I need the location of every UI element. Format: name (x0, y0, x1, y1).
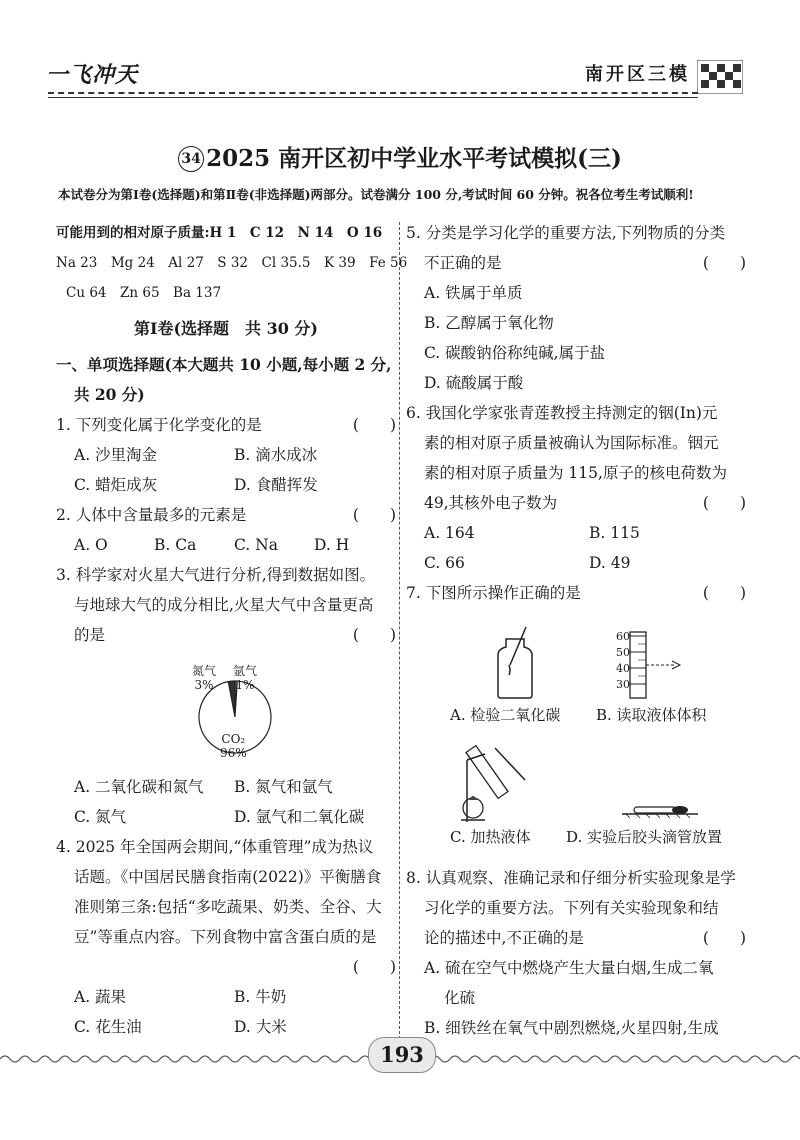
q4-line2: 话题。《中国居民膳食指南(2022)》平衡膳食 (74, 868, 382, 886)
q1-option-b: B. 滴水成冰 (234, 446, 318, 464)
q6-option-a: A. 164 (424, 524, 475, 542)
series-label: 南开区三模 (585, 64, 690, 85)
section-heading: 第Ⅰ卷(选择题 共 30 分) (133, 319, 319, 338)
q3-option-a: A. 二氧化碳和氮气 (74, 778, 204, 796)
q4-option-b: B. 牛奶 (234, 988, 287, 1006)
gas-bottle-test-figure (480, 625, 550, 700)
q8-line3: 论的描述中,不正确的是 ( ) (406, 923, 746, 953)
q1-option-d: D. 食醋挥发 (234, 476, 318, 494)
answer-paren: ( ) (702, 254, 746, 272)
q4-paren-row (56, 952, 396, 982)
answer-paren: ( ) (352, 416, 396, 434)
q1-option-a: A. 沙里淘金 (74, 446, 158, 464)
q2-option-a: A. O (74, 536, 108, 554)
cylinder-scale (610, 629, 630, 693)
q6-option-b: B. 115 (589, 524, 640, 542)
q7-option-b: B. 读取液体体积 (596, 706, 707, 724)
right-column (406, 218, 746, 608)
q7-option-a: A. 检验二氧化碳 (450, 706, 561, 724)
q6-option-d: D. 49 (589, 554, 631, 572)
part-heading-line2: 共 20 分) (74, 385, 145, 404)
answer-paren: ( ) (352, 958, 396, 976)
q5-option-d: D. 硫酸属于酸 (424, 374, 524, 392)
q4-option-a: A. 蔬果 (74, 988, 127, 1006)
title-text: 2025 南开区初中学业水平考试模拟(三) (206, 145, 622, 172)
q3-line1: 3. 科学家对火星大气进行分析,得到数据如图。 (56, 566, 376, 584)
q1-options-row1 (56, 440, 396, 470)
q6-line4: 49,其核外电子数为 ( ) (406, 488, 746, 518)
q3-option-b: B. 氮气和氩气 (234, 778, 333, 796)
q4-option-c: C. 花生油 (74, 1018, 142, 1036)
pie-label-co2-value: 96% (220, 746, 247, 760)
checker-decoration (697, 60, 743, 94)
q4-options-row2 (56, 1012, 396, 1042)
q3-options-row2 (56, 802, 396, 832)
atomic-mass-line1: 可能用到的相对原子质量:H 1 C 12 N 14 O 16 (56, 225, 383, 241)
pie-label-co2 (220, 732, 247, 760)
q3-line3: 的是 ( ) (56, 620, 396, 650)
q5-option-c: C. 碳酸钠俗称纯碱,属于盐 (424, 344, 606, 362)
q3-options-row1 (56, 772, 396, 802)
dropper-placed-figure (620, 798, 700, 820)
answer-paren: ( ) (702, 584, 746, 602)
cyl-tick-30: 30 (616, 678, 630, 691)
q5-option-b: B. 乙醇属于氧化物 (424, 314, 554, 332)
q1-option-c: C. 蜡炬成灰 (74, 476, 158, 494)
pie-label-co2-name: CO₂ (221, 732, 246, 746)
q8-line2: 习化学的重要方法。下列有关实验现象和结 (424, 899, 719, 917)
q6-option-c: C. 66 (424, 554, 465, 572)
answer-paren: ( ) (702, 494, 746, 512)
atomic-mass-line2: Na 23 Mg 24 Al 27 S 32 Cl 35.5 K 39 Fe 56 (56, 255, 408, 271)
q2-stem: 2. 人体中含量最多的元素是 ( ) (56, 500, 396, 530)
cyl-tick-40: 40 (616, 662, 630, 675)
q3-line2: 与地球大气的成分相比,火星大气中含量更高 (74, 596, 374, 614)
q4-option-d: D. 大米 (234, 1018, 287, 1036)
title-number: 34 (178, 146, 204, 172)
q4-line1: 4. 2025 年全国两会期间,“体重管理”成为热议 (56, 838, 374, 856)
q6-line1: 6. 我国化学家张青莲教授主持测定的铟(In)元 (406, 404, 718, 422)
header-divider (48, 92, 698, 94)
right-column-lower (406, 863, 746, 1043)
pie-label-ar (233, 664, 257, 692)
q5-line2: 不正确的是 ( ) (406, 248, 746, 278)
brand-logo: 一飞冲天 (46, 63, 139, 88)
q8-line1: 8. 认真观察、准确记录和仔细分析实验现象是学 (406, 869, 736, 887)
header-divider-solid (48, 97, 698, 98)
answer-paren: ( ) (352, 506, 396, 524)
q7-option-c: C. 加热液体 (450, 828, 531, 846)
q3-option-d: D. 氩气和二氧化碳 (234, 808, 365, 826)
q4-line3: 准则第三条:包括“多吃蔬果、奶类、全谷、大 (74, 898, 382, 916)
pie-label-ar-name: 氩气 (233, 664, 258, 678)
cyl-tick-50: 50 (616, 646, 630, 659)
pie-label-n2-name: 氮气 (192, 664, 217, 678)
left-column (56, 218, 408, 650)
answer-paren: ( ) (352, 626, 396, 644)
q7-option-d: D. 实验后胶头滴管放置 (566, 828, 723, 846)
q1-stem: 1. 下列变化属于化学变化的是 ( ) (56, 410, 396, 440)
q7-stem: 7. 下图所示操作正确的是 ( ) (406, 578, 746, 608)
page-number: 193 (368, 1037, 436, 1073)
q2-option-b: B. Ca (154, 536, 197, 554)
heating-test-tube-figure (455, 740, 535, 824)
pie-label-n2-value: 3% (194, 678, 214, 692)
q8-option-a-line2: 化硫 (444, 989, 476, 1007)
column-divider (399, 222, 400, 1044)
q2-option-d: D. H (314, 536, 350, 554)
q4-line4: 豆”等重点内容。下列食物中富含蛋白质的是 (74, 928, 377, 946)
q4-options-row1 (56, 982, 396, 1012)
q5-option-a: A. 铁属于单质 (424, 284, 523, 302)
q8-option-b-line1: B. 细铁丝在氧气中剧烈燃烧,火星四射,生成 (424, 1019, 719, 1037)
q8-option-a-line1: A. 硫在空气中燃烧产生大量白烟,生成二氧 (424, 959, 714, 977)
q6-options-row2 (406, 548, 746, 578)
q6-options-row1 (406, 518, 746, 548)
q6-line2: 素的相对原子质量被确认为国际标准。铟元 (424, 434, 719, 452)
answer-paren: ( ) (702, 929, 746, 947)
cyl-tick-60: 60 (616, 630, 630, 643)
q2-options (56, 530, 396, 560)
exam-intro: 本试卷分为第Ⅰ卷(选择题)和第Ⅱ卷(非选择题)两部分。试卷满分 100 分,考试时间 60 分钟。祝各位考生考试顺利! (58, 187, 694, 202)
q5-line1: 5. 分类是学习化学的重要方法,下列物质的分类 (406, 224, 726, 242)
page-title (0, 140, 800, 173)
q3-option-c: C. 氮气 (74, 808, 127, 826)
q2-option-c: C. Na (234, 536, 278, 554)
part-heading-line1: 一、单项选择题(本大题共 10 小题,每小题 2 分, (56, 355, 392, 374)
pie-label-n2 (192, 664, 216, 692)
q1-options-row2 (56, 470, 396, 500)
atomic-mass-line3: Cu 64 Zn 65 Ba 137 (66, 285, 222, 301)
pie-label-ar-value: 1% (235, 678, 255, 692)
q6-line3: 素的相对原子质量为 115,原子的核电荷数为 (424, 464, 727, 482)
left-column-lower (56, 772, 396, 1042)
